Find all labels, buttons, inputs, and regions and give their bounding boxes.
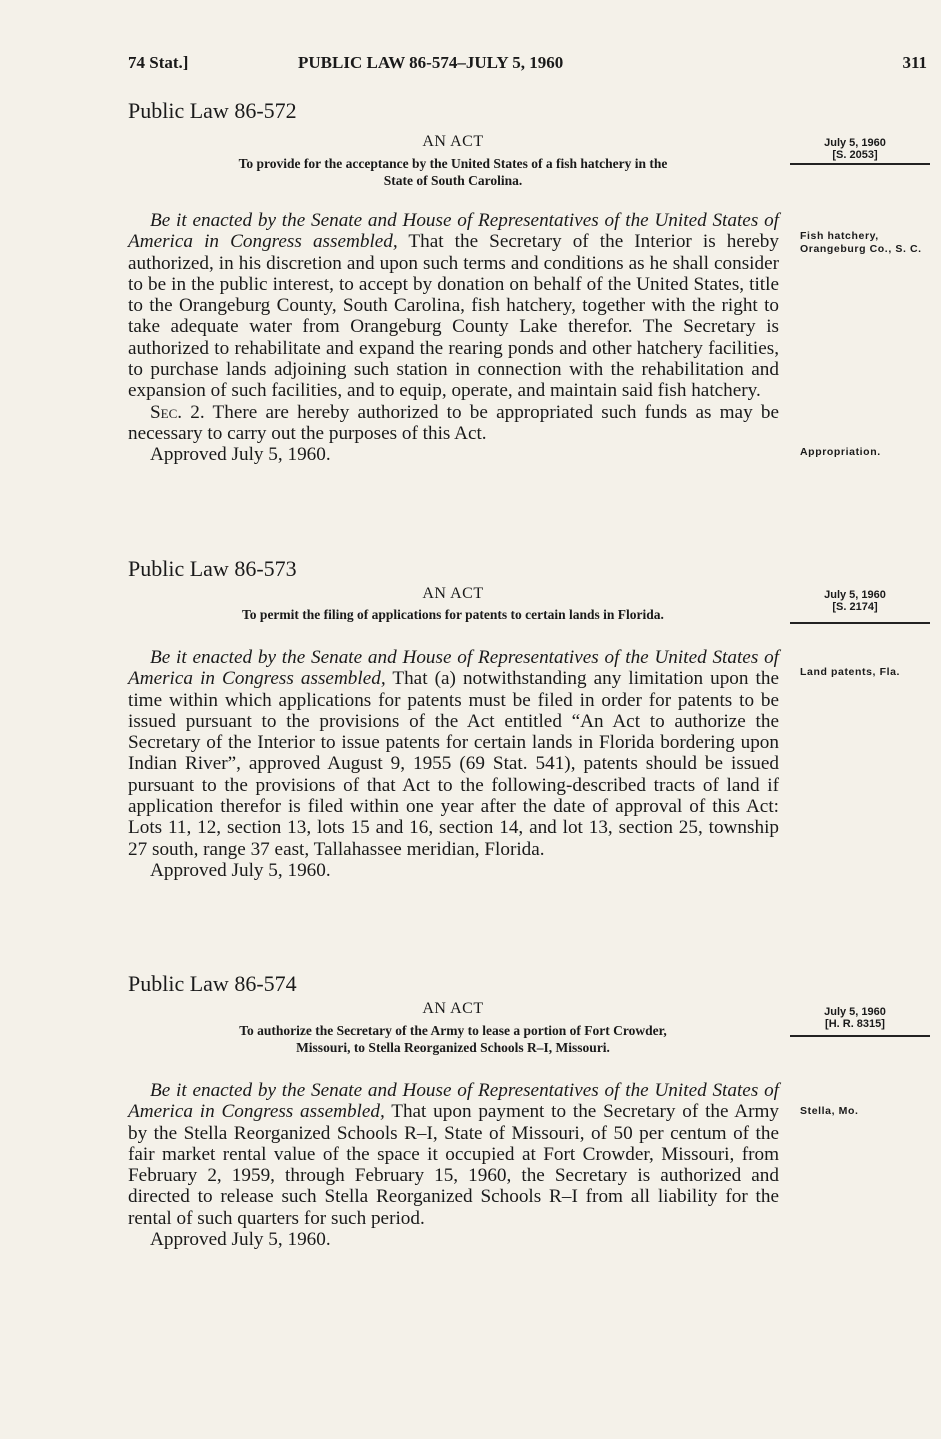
act-heading: AN ACT [422,133,484,150]
margin-date-text: July 5, 1960 [824,137,886,149]
law-body-86-573 [128,647,779,881]
law-title-86-573: Public Law 86-573 [128,556,297,581]
section-text: That (a) notwithstanding any limitation upon the time within which applications for patents must be filed in order for patents to be issued pursuant to the provisions of the Act entitled “An Act to authorize the Secretary of the Interior to issue patents for certain lands in Florida bordering upon Indian River”, approved August 9, 1955 (69 Stat. 541), patents should be issued pursuant to the provisions of that Act to the following-described tracts of land if application therefor is filed within one year after the date of approval of this Act: Lots 11, 12, section 13, lots 15 and 16, section 14, and lot 13, section 25, township 27 south, range 37 east, Tallahassee meridian, Florida. [128,668,779,860]
margin-date [800,1006,910,1030]
act-purpose-line: To provide for the acceptance by the United States of a fish hatchery in the [238,156,668,171]
margin-rule [790,1035,930,1037]
running-header-title: PUBLIC LAW 86-574–JULY 5, 1960 [298,53,564,72]
section-2 [128,402,779,445]
act-purpose-line: Missouri, to Stella Reorganized Schools R–I, Missouri. [296,1040,610,1055]
enacting-clause: Be it enacted by the Senate and House of Representatives of the United States of America in Congress assembled, [128,647,779,690]
enacting-clause: Be it enacted by the Senate and House of Representatives of the United States of America in Congress assembled, [128,1080,779,1123]
section-1 [128,647,779,860]
law-body-86-574 [128,1080,779,1250]
margin-date-text: July 5, 1960 [824,589,886,601]
page-number: 311 [902,53,927,72]
approval-line: Approved July 5, 1960. [150,1229,331,1251]
margin-bill-number: [S. 2174] [832,601,878,613]
section-1 [128,1080,779,1229]
approval-line: Approved July 5, 1960. [150,859,331,881]
act-heading: AN ACT [422,585,484,602]
margin-rule [790,622,930,624]
section-text: That the Secretary of the Interior is hereby authorized, in his discretion and upon such terms and conditions as he shall consider to be in the public interest, to accept by donation on behalf of the United States, title to the Orangeburg County, South Carolina, fish hatchery, together with the right to take adequate water from Orangeburg County Lake therefor. The Secretary is authorized to rehabilitate and expand the rearing ponds and other hatchery facilities, to purchase lands adjoining such station in connection with the rehabilitation and expansion of such facilities, and to equip, operate, and maintain said fish hatchery. [128,231,779,402]
margin-bill-number: [S. 2053] [832,149,878,161]
margin-note-subject: Stella, Mo. [800,1105,859,1117]
enacting-clause: Be it enacted by the Senate and House of Representatives of the United States of America in Congress assembled, [128,210,779,253]
section-text: There are hereby authorized to be appropriated such funds as may be necessary to carry out the purposes of this Act. [128,401,779,444]
act-heading: AN ACT [422,1000,484,1017]
margin-note-subject: Land patents, Fla. [800,666,901,678]
law-title-86-574: Public Law 86-574 [128,971,297,996]
section-1 [128,210,779,402]
section-text: That upon payment to the Secretary of the Army by the Stella Reorganized Schools R–I, State of Missouri, of 50 per centum of the fair market rental value of the space it occupied at Fort Crowder, Missouri, from February 2, 1959, through February 15, 1960, the Secretary is authorized and directed to release such Stella Reorganized Schools R–I from all liability for the rental of such quarters for such period. [128,1101,779,1229]
margin-note-appropriation: Appropriation. [800,446,881,458]
act-purpose-line: State of South Carolina. [383,173,523,188]
act-purpose-line: To authorize the Secretary of the Army to lease a portion of Fort Crowder, [239,1023,667,1038]
act-purpose [128,1022,778,1056]
margin-date [800,589,910,613]
margin-note-subject: Fish hatchery, Orangeburg Co., S. C. [800,230,922,255]
margin-date [800,137,910,161]
act-purpose: To permit the filing of applications for patents to certain lands in Florida. [242,607,664,622]
margin-rule [790,163,930,165]
volume-reference: 74 Stat.] [128,53,189,72]
margin-date-text: July 5, 1960 [824,1006,886,1018]
section-label: Sec. 2. [150,401,205,423]
law-title-86-572: Public Law 86-572 [128,98,297,123]
approval-line: Approved July 5, 1960. [150,444,331,466]
margin-bill-number: [H. R. 8315] [825,1018,885,1030]
law-body-86-572 [128,210,779,466]
act-purpose [128,155,778,189]
